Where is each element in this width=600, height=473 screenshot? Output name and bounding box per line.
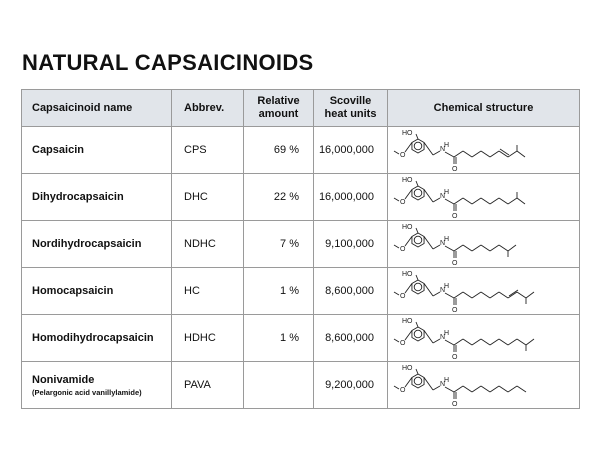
hydroxyl-bond [416,228,418,233]
row-structure [388,362,580,409]
table-row [22,174,580,221]
hydroxyl-label: HO [402,271,413,278]
chain-bond [472,151,481,157]
chain-double-bond [500,149,509,155]
table-row [22,268,580,315]
methylene-bond [424,143,433,156]
methoxy-oxygen-label: O [400,199,406,206]
row-relative-amount: 22 % [244,174,314,221]
methyl-bond [394,245,399,248]
chain-bond [481,386,490,392]
hydroxyl-bond [416,181,418,186]
row-name [22,362,172,409]
aromatic-ring-circle [414,236,422,244]
amide-bond [445,246,454,251]
row-structure [388,221,580,268]
chain-bond [454,151,463,157]
methoxy-bond [405,378,412,388]
chain-bond [463,386,472,392]
row-scoville: 8,600,000 [314,315,388,362]
carbonyl-oxygen-label: O [452,260,458,267]
methoxy-oxygen-label: O [400,387,406,394]
amide-hydrogen-label: H [444,189,450,196]
chain-bond [508,292,517,298]
chain-bond [490,386,499,392]
methyl-bond [394,198,399,201]
hydroxyl-label: HO [402,224,413,231]
chain-bond [481,339,490,345]
row-abbrev: CPS [172,127,244,174]
methylene-bond [424,378,433,391]
row-relative-amount: 69 % [244,127,314,174]
page-title: NATURAL CAPSAICINOIDS [22,50,314,75]
nonivamide-structure-diagram [388,362,580,408]
amide-bond [445,152,454,157]
isopropyl-bond [517,151,525,157]
chain-bond [490,198,499,204]
methoxy-bond [405,284,412,294]
amide-bond [445,293,454,298]
methyl-bond [394,292,399,295]
header-scoville [314,90,388,127]
row-scoville: 9,200,000 [314,362,388,409]
methoxy-bond [405,143,412,153]
carbonyl-oxygen-label: O [452,166,458,173]
n-bond [433,151,440,155]
nitrogen-label: N [440,146,446,153]
aromatic-ring-circle [414,142,422,150]
nitrogen-label: N [440,381,446,388]
amide-hydrogen-label: H [444,283,450,290]
chain-bond [463,198,472,204]
methoxy-bond [405,331,412,341]
chain-bond [472,386,481,392]
n-bond [433,292,440,296]
row-abbrev: PAVA [172,362,244,409]
carbonyl-oxygen-label: O [452,307,458,314]
hydroxyl-bond [416,322,418,327]
hydroxyl-label: HO [402,177,413,184]
nitrogen-label: N [440,287,446,294]
row-name-text: Nordihydrocapsaicin [32,238,142,250]
chain-bond [472,292,481,298]
row-name [22,221,172,268]
carbonyl-oxygen-label: O [452,401,458,408]
methoxy-oxygen-label: O [400,340,406,347]
n-bond [433,245,440,249]
methyl-bond [394,339,399,342]
row-abbrev: HC [172,268,244,315]
row-name [22,174,172,221]
header-scoville-line1: Scoville [329,95,372,107]
row-name-text: Dihydrocapsaicin [32,191,124,203]
methoxy-bond [405,190,412,200]
row-relative-amount [244,362,314,409]
row-structure [388,127,580,174]
methylene-bond [424,190,433,203]
amide-bond [445,340,454,345]
methyl-bond [394,386,399,389]
chain-bond [463,339,472,345]
row-name-text: Homodihydrocapsaicin [32,332,154,344]
capsaicin-structure-diagram [388,127,580,173]
aromatic-ring-circle [414,330,422,338]
chain-bond [499,339,508,345]
chain-bond [508,198,517,204]
chain-bond [454,198,463,204]
chain-bond [508,339,517,345]
chain-bond [490,245,499,251]
n-bond [433,198,440,202]
chain-bond [481,151,490,157]
header-relative-line1: Relative [257,95,300,107]
row-abbrev: HDHC [172,315,244,362]
table-header-row [22,90,580,127]
row-relative-amount: 1 % [244,315,314,362]
chain-bond [499,245,508,251]
capsaicinoid-table [21,89,580,409]
row-structure [388,315,580,362]
header-abbrev: Abbrev. [172,90,244,127]
header-relative-amount [244,90,314,127]
nordihydrocapsaicin-structure-diagram [388,221,580,267]
hydroxyl-bond [416,369,418,374]
amide-hydrogen-label: H [444,377,450,384]
isopropyl-bond [526,339,534,345]
amide-hydrogen-label: H [444,142,450,149]
row-scoville: 16,000,000 [314,174,388,221]
hydroxyl-label: HO [402,318,413,325]
isopropyl-bond [517,198,525,204]
chain-bond [490,339,499,345]
amide-bond [445,387,454,392]
isopropyl-bond [526,292,534,298]
row-relative-amount: 1 % [244,268,314,315]
header-scoville-line2: heat units [324,108,377,120]
methoxy-oxygen-label: O [400,246,406,253]
chain-bond [463,151,472,157]
chain-bond [481,245,490,251]
amide-hydrogen-label: H [444,330,450,337]
methoxy-oxygen-label: O [400,293,406,300]
chain-bond [454,245,463,251]
row-scoville: 16,000,000 [314,127,388,174]
row-name [22,268,172,315]
methylene-bond [424,331,433,344]
chain-bond [508,386,517,392]
nitrogen-label: N [440,193,446,200]
header-name: Capsaicinoid name [22,90,172,127]
chain-bond [499,386,508,392]
carbonyl-oxygen-label: O [452,213,458,220]
methylene-bond [424,237,433,250]
row-scoville: 9,100,000 [314,221,388,268]
chain-bond [472,198,481,204]
methoxy-oxygen-label: O [400,152,406,159]
n-bond [433,339,440,343]
hydroxyl-label: HO [402,130,413,137]
amide-bond [445,199,454,204]
row-relative-amount: 7 % [244,221,314,268]
homodihydrocapsaicin-structure-diagram [388,315,580,361]
chain-bond [472,339,481,345]
row-name [22,127,172,174]
methoxy-bond [405,237,412,247]
aromatic-ring-circle [414,189,422,197]
hydroxyl-bond [416,134,418,139]
chain-bond [499,151,508,157]
isopropyl-bond [508,245,516,251]
chain-bond [481,198,490,204]
methylene-bond [424,284,433,297]
row-structure [388,268,580,315]
header-structure: Chemical structure [388,90,580,127]
header-relative-line2: amount [258,108,299,120]
carbonyl-oxygen-label: O [452,354,458,361]
row-abbrev: DHC [172,174,244,221]
amide-hydrogen-label: H [444,236,450,243]
aromatic-ring-circle [414,283,422,291]
row-name-subtitle: (Pelargonic acid vanillylamide) [32,387,142,397]
hydroxyl-bond [416,275,418,280]
chain-bond [490,151,499,157]
chain-bond [472,245,481,251]
table-row [22,362,580,409]
hydroxyl-label: HO [402,365,413,372]
table-row [22,127,580,174]
row-name-text: Capsaicin [32,144,84,156]
row-name [22,315,172,362]
chain-bond [454,292,463,298]
row-scoville: 8,600,000 [314,268,388,315]
row-abbrev: NDHC [172,221,244,268]
dihydrocapsaicin-structure-diagram [388,174,580,220]
chain-bond [463,292,472,298]
chain-double-bond [509,290,518,296]
nitrogen-label: N [440,334,446,341]
row-structure [388,174,580,221]
chain-bond [517,292,526,298]
chain-bond [490,292,499,298]
row-name-text: Nonivamide [32,373,95,386]
table-row [22,315,580,362]
n-bond [433,386,440,390]
chain-bond [454,386,463,392]
chain-bond [454,339,463,345]
table-row [22,221,580,268]
chain-bond [499,292,508,298]
methyl-bond [394,151,399,154]
aromatic-ring-circle [414,377,422,385]
chain-bond [517,386,526,392]
chain-bond [508,151,517,157]
homocapsaicin-structure-diagram [388,268,580,314]
chain-bond [463,245,472,251]
chain-bond [481,292,490,298]
chain-bond [517,339,526,345]
nitrogen-label: N [440,240,446,247]
chain-bond [499,198,508,204]
row-name-text: Homocapsaicin [32,285,114,297]
